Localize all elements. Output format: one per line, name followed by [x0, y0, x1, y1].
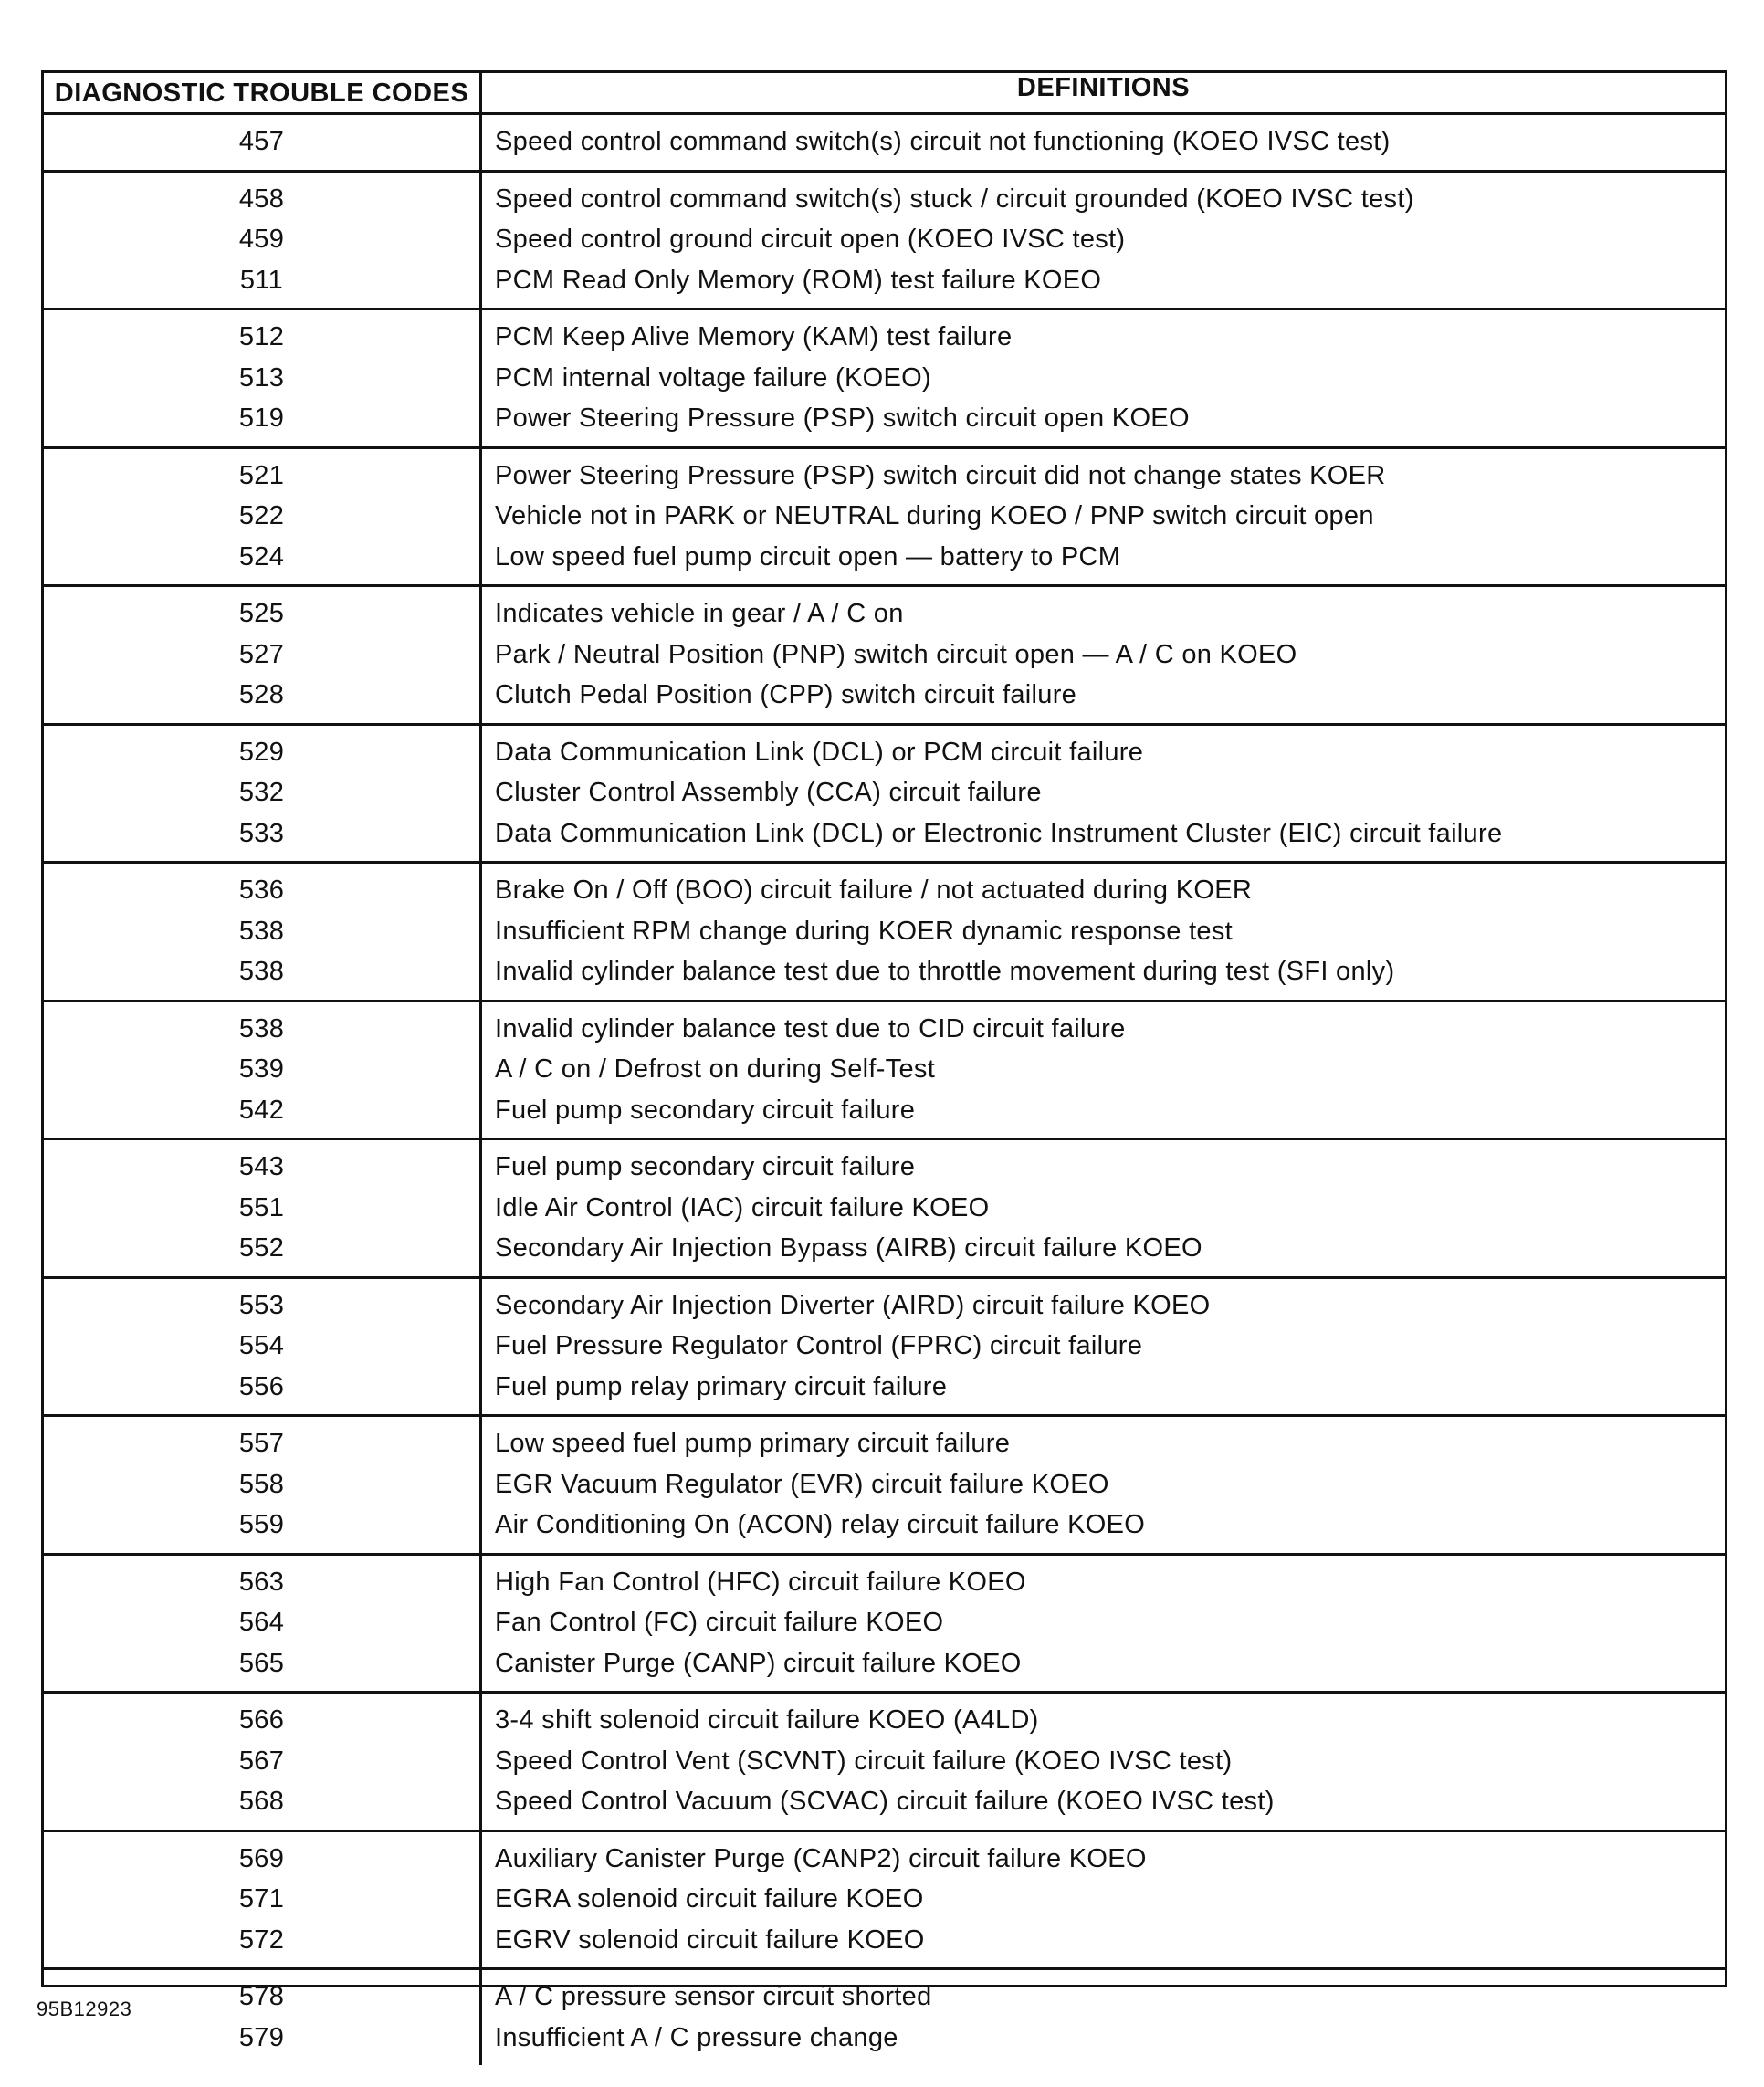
trouble-code: 519 — [238, 404, 285, 433]
figure-id: 95B12923 — [37, 1998, 132, 2020]
code-cell — [44, 1417, 482, 1553]
code-cell — [44, 115, 482, 170]
definition-cell — [482, 1694, 1725, 1830]
code-cell — [44, 1832, 482, 1968]
trouble-code: 522 — [238, 501, 285, 530]
trouble-code: 533 — [238, 818, 285, 848]
code-definition: High Fan Control (HFC) circuit failure KOEO — [495, 1567, 1026, 1597]
trouble-code: 543 — [238, 1152, 285, 1181]
code-cell — [44, 587, 482, 723]
definition-cell — [482, 726, 1725, 862]
definition-cell — [482, 115, 1725, 170]
code-group — [44, 1417, 1725, 1556]
definition-cell — [482, 587, 1725, 723]
code-group — [44, 864, 1725, 1002]
code-group — [44, 1279, 1725, 1418]
code-cell — [44, 1279, 482, 1415]
trouble-code: 578 — [238, 1982, 285, 2011]
code-definition: Indicates vehicle in gear / A / C on — [495, 599, 904, 628]
code-definition: Secondary Air Injection Bypass (AIRB) circuit failure KOEO — [495, 1233, 1202, 1263]
code-definition: Fuel pump relay primary circuit failure — [495, 1371, 948, 1401]
table-header — [44, 73, 1725, 115]
trouble-code: 459 — [238, 225, 285, 254]
trouble-code: 538 — [238, 916, 285, 946]
definition-cell — [482, 310, 1725, 446]
code-definition: Fuel pump secondary circuit failure — [495, 1095, 916, 1125]
code-group — [44, 173, 1725, 311]
code-definition: EGR Vacuum Regulator (EVR) circuit failure KOEO — [495, 1469, 1109, 1499]
trouble-code: 569 — [238, 1843, 285, 1873]
definition-cell — [482, 1140, 1725, 1276]
definition-cell — [482, 864, 1725, 1000]
code-definition: Canister Purge (CANP) circuit failure KOEO — [495, 1648, 1022, 1678]
trouble-code: 563 — [238, 1567, 285, 1597]
code-group — [44, 587, 1725, 726]
code-definition: PCM Read Only Memory (ROM) test failure KOEO — [495, 265, 1102, 295]
code-definition: EGRA solenoid circuit failure KOEO — [495, 1884, 924, 1914]
definition-cell — [482, 1832, 1725, 1968]
code-definition: Vehicle not in PARK or NEUTRAL during KOEO / PNP switch circuit open — [495, 501, 1374, 530]
code-definition: Speed Control Vacuum (SCVAC) circuit failure (KOEO IVSC test) — [495, 1787, 1275, 1816]
trouble-code: 564 — [238, 1608, 285, 1637]
code-cell — [44, 1556, 482, 1692]
trouble-code: 553 — [238, 1290, 285, 1320]
code-definition: Insufficient A / C pressure change — [495, 2022, 898, 2052]
code-cell — [44, 310, 482, 446]
code-definition: Low speed fuel pump primary circuit failure — [495, 1429, 1011, 1458]
code-definition: Auxiliary Canister Purge (CANP2) circuit failure KOEO — [495, 1843, 1147, 1873]
trouble-code: 538 — [238, 957, 285, 986]
code-definition: Idle Air Control (IAC) circuit failure KOEO — [495, 1192, 990, 1222]
code-definition: Data Communication Link (DCL) or Electronic Instrument Cluster (EIC) circuit failure — [495, 818, 1503, 848]
trouble-code: 559 — [238, 1510, 285, 1539]
trouble-code: 558 — [238, 1469, 285, 1499]
trouble-code: 524 — [238, 541, 285, 572]
code-definition: Park / Neutral Position (PNP) switch circuit open — A / C on KOEO — [495, 639, 1297, 669]
code-definition: Low speed fuel pump circuit open — battery to PCM — [495, 541, 1121, 572]
code-definition: Secondary Air Injection Diverter (AIRD) circuit failure KOEO — [495, 1290, 1211, 1320]
code-definition: A / C pressure sensor circuit shorted — [495, 1982, 932, 2011]
definition-cell — [482, 173, 1725, 309]
code-group — [44, 726, 1725, 865]
trouble-code: 554 — [238, 1331, 285, 1360]
trouble-code: 536 — [238, 876, 285, 905]
code-cell — [44, 449, 482, 585]
code-definition: PCM Keep Alive Memory (KAM) test failure — [495, 322, 1013, 351]
code-definition: Invalid cylinder balance test due to throttle movement during test (SFI only) — [495, 957, 1395, 986]
code-definition: Clutch Pedal Position (CPP) switch circuit failure — [495, 680, 1077, 709]
code-cell — [44, 726, 482, 862]
code-definition: Power Steering Pressure (PSP) switch circuit open KOEO — [495, 404, 1190, 433]
definition-cell — [482, 1279, 1725, 1415]
code-cell — [44, 173, 482, 309]
code-definition: Cluster Control Assembly (CCA) circuit failure — [495, 778, 1042, 807]
code-definition: Speed control ground circuit open (KOEO IVSC test) — [495, 225, 1126, 254]
definition-cell — [482, 449, 1725, 585]
trouble-code: 568 — [238, 1787, 285, 1816]
trouble-code: 539 — [238, 1054, 285, 1084]
trouble-code: 552 — [238, 1233, 285, 1263]
trouble-code: 572 — [238, 1924, 285, 1955]
trouble-code: 527 — [238, 639, 285, 669]
code-definition: Fuel pump secondary circuit failure — [495, 1152, 916, 1181]
code-definition: EGRV solenoid circuit failure KOEO — [495, 1924, 925, 1955]
definition-cell — [482, 1002, 1725, 1138]
code-definition: Speed control command switch(s) circuit not functioning (KOEO IVSC test) — [495, 127, 1391, 156]
code-group — [44, 1832, 1725, 1971]
code-definition: Air Conditioning On (ACON) relay circuit failure KOEO — [495, 1510, 1146, 1539]
trouble-code: 567 — [238, 1746, 285, 1776]
code-group — [44, 1970, 1725, 2065]
trouble-code: 458 — [238, 184, 285, 214]
code-definition: Fuel Pressure Regulator Control (FPRC) circuit failure — [495, 1331, 1143, 1360]
code-group — [44, 310, 1725, 449]
trouble-code: 566 — [238, 1705, 285, 1735]
code-definition: A / C on / Defrost on during Self-Test — [495, 1054, 936, 1084]
code-group — [44, 1556, 1725, 1694]
code-definition: Fan Control (FC) circuit failure KOEO — [495, 1608, 944, 1637]
trouble-code: 528 — [238, 680, 285, 709]
trouble-code: 457 — [238, 127, 285, 156]
trouble-code: 542 — [238, 1095, 285, 1125]
code-group — [44, 1002, 1725, 1141]
trouble-code: 551 — [238, 1192, 285, 1222]
code-definition: 3-4 shift solenoid circuit failure KOEO (A4LD) — [495, 1705, 1039, 1735]
code-definition: Data Communication Link (DCL) or PCM circuit failure — [495, 737, 1144, 767]
trouble-code: 565 — [238, 1648, 285, 1678]
code-cell — [44, 864, 482, 1000]
trouble-code: 532 — [238, 778, 285, 807]
code-group — [44, 1140, 1725, 1279]
codes-column-header: DIAGNOSTIC TROUBLE CODES — [44, 73, 482, 112]
trouble-code: 579 — [238, 2022, 285, 2052]
definition-cell — [482, 1970, 1725, 2065]
trouble-code: 529 — [238, 737, 285, 767]
trouble-code: 521 — [238, 460, 285, 490]
code-cell — [44, 1140, 482, 1276]
trouble-code: 511 — [239, 265, 284, 295]
trouble-code: 513 — [238, 362, 285, 393]
definition-cell — [482, 1417, 1725, 1553]
trouble-code: 556 — [238, 1371, 285, 1401]
trouble-code: 538 — [238, 1013, 285, 1044]
code-definition: Invalid cylinder balance test due to CID circuit failure — [495, 1013, 1126, 1044]
trouble-code: 557 — [238, 1429, 285, 1458]
code-definition: PCM internal voltage failure (KOEO) — [495, 362, 931, 393]
definition-cell — [482, 1556, 1725, 1692]
trouble-code: 571 — [238, 1884, 285, 1914]
trouble-code: 512 — [238, 322, 285, 351]
code-group — [44, 115, 1725, 173]
code-definition: Power Steering Pressure (PSP) switch circuit did not change states KOER — [495, 460, 1386, 490]
definitions-column-header: DEFINITIONS — [1016, 73, 1191, 102]
code-definition: Speed control command switch(s) stuck / circuit grounded (KOEO IVSC test) — [495, 184, 1414, 214]
code-definition: Speed Control Vent (SCVNT) circuit failure (KOEO IVSC test) — [495, 1746, 1233, 1776]
code-definition: Insufficient RPM change during KOER dynamic response test — [495, 916, 1234, 946]
code-cell — [44, 1002, 482, 1138]
code-group — [44, 1694, 1725, 1832]
trouble-code: 525 — [238, 599, 285, 628]
code-definition: Brake On / Off (BOO) circuit failure / not actuated during KOER — [495, 876, 1253, 905]
code-cell — [44, 1694, 482, 1830]
code-group — [44, 449, 1725, 588]
